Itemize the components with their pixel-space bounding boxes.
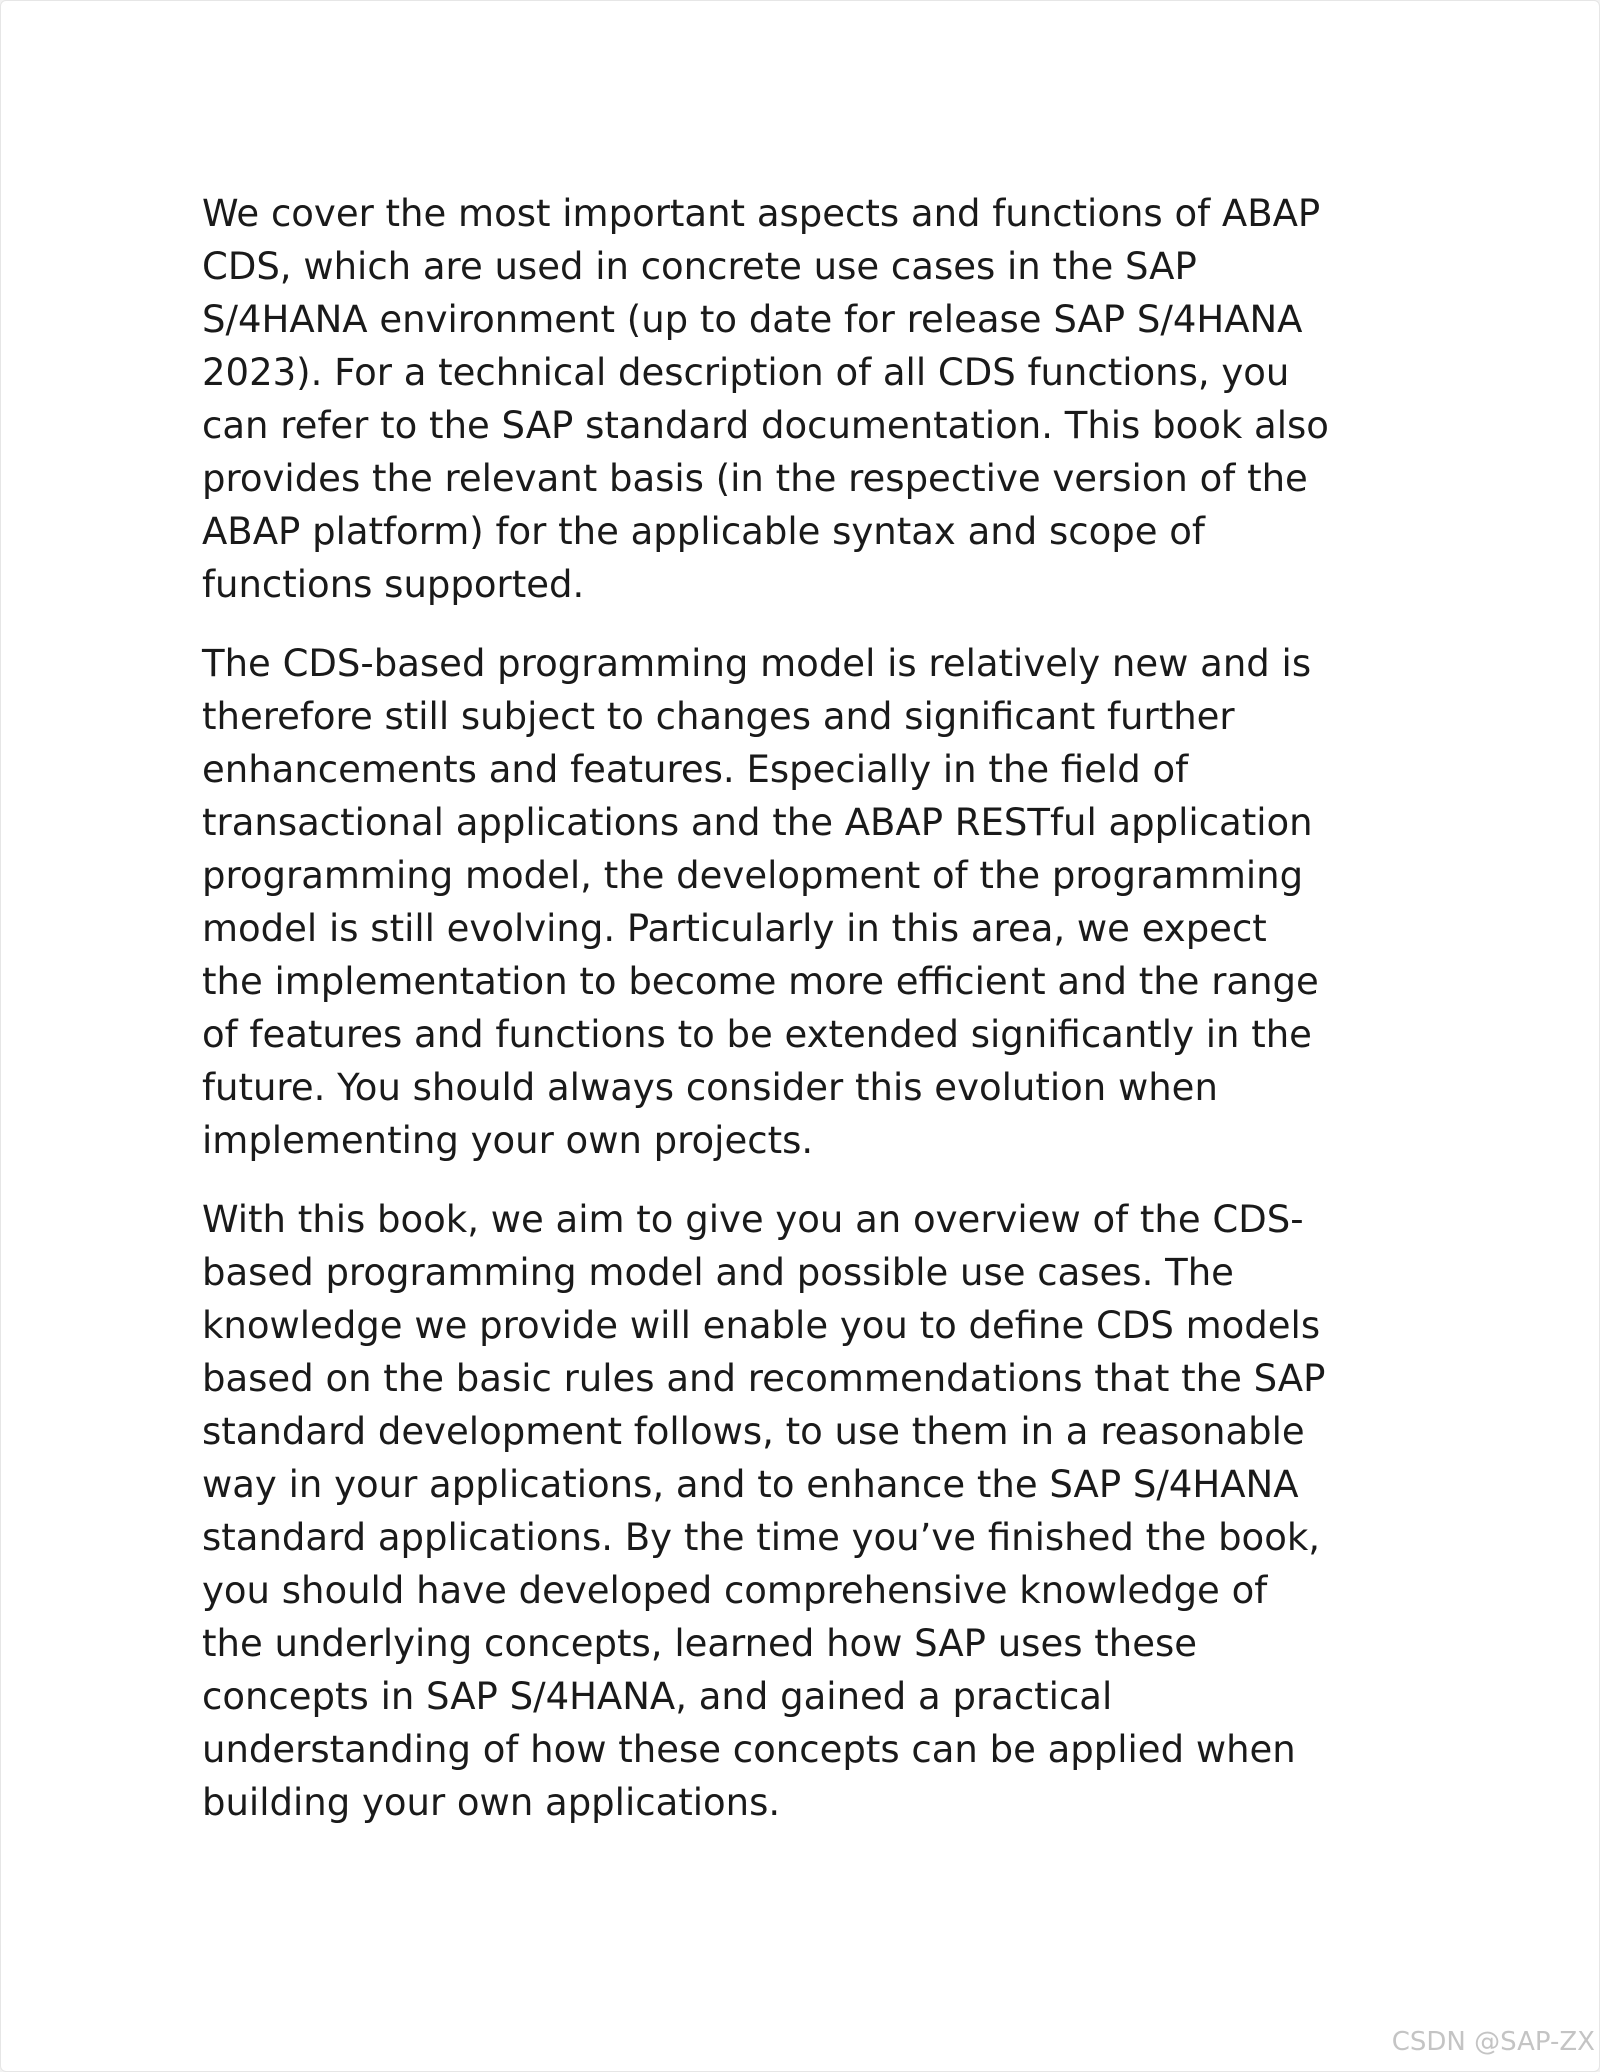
text-line: We cover the most important aspects and functions of ABAP <box>202 192 1321 235</box>
text-line: 2023). For a technical description of all CDS functions, you <box>202 351 1290 394</box>
text-line: can refer to the SAP standard documentation. This book also <box>202 404 1329 447</box>
text-line: standard applications. By the time you’ve finished the book, <box>202 1516 1321 1559</box>
text-line: provides the relevant basis (in the respective version of the <box>202 457 1308 500</box>
text-line: implementing your own projects. <box>202 1119 814 1162</box>
text-line: the underlying concepts, learned how SAP uses these <box>202 1622 1198 1665</box>
text-line: building your own applications. <box>202 1781 781 1824</box>
text-line: of features and functions to be extended significantly in the <box>202 1013 1312 1056</box>
watermark-text: CSDN @SAP-ZX <box>1391 2027 1595 2057</box>
text-line: programming model, the development of the programming <box>202 854 1304 897</box>
text-line: The CDS-based programming model is relatively new and is <box>202 642 1312 685</box>
text-line: based programming model and possible use cases. The <box>202 1251 1234 1294</box>
text-line: concepts in SAP S/4HANA, and gained a practical <box>202 1675 1113 1718</box>
text-line: understanding of how these concepts can be applied when <box>202 1728 1296 1771</box>
text-line: therefore still subject to changes and significant further <box>202 695 1235 738</box>
text-line: S/4HANA environment (up to date for release SAP S/4HANA <box>202 298 1303 341</box>
text-line: enhancements and features. Especially in the field of <box>202 748 1189 791</box>
text-line: the implementation to become more efficient and the range <box>202 960 1319 1003</box>
text-line: With this book, we aim to give you an overview of the CDS- <box>202 1198 1304 1241</box>
text-line: standard development follows, to use them in a reasonable <box>202 1410 1305 1453</box>
text-line: model is still evolving. Particularly in this area, we expect <box>202 907 1267 950</box>
paragraph-1 <box>202 187 1432 611</box>
text-line: way in your applications, and to enhance the SAP S/4HANA <box>202 1463 1299 1506</box>
text-line: CDS, which are used in concrete use cases in the SAP <box>202 245 1197 288</box>
text-line: future. You should always consider this evolution when <box>202 1066 1218 1109</box>
paragraph-3 <box>202 1193 1432 1829</box>
text-line: functions supported. <box>202 563 585 606</box>
text-line: based on the basic rules and recommendations that the SAP <box>202 1357 1326 1400</box>
text-line: ABAP platform) for the applicable syntax and scope of <box>202 510 1205 553</box>
text-line: you should have developed comprehensive knowledge of <box>202 1569 1268 1612</box>
paragraph-2 <box>202 637 1432 1167</box>
text-line: knowledge we provide will enable you to define CDS models <box>202 1304 1321 1347</box>
text-line: transactional applications and the ABAP RESTful application <box>202 801 1313 844</box>
body-text <box>202 187 1432 1855</box>
